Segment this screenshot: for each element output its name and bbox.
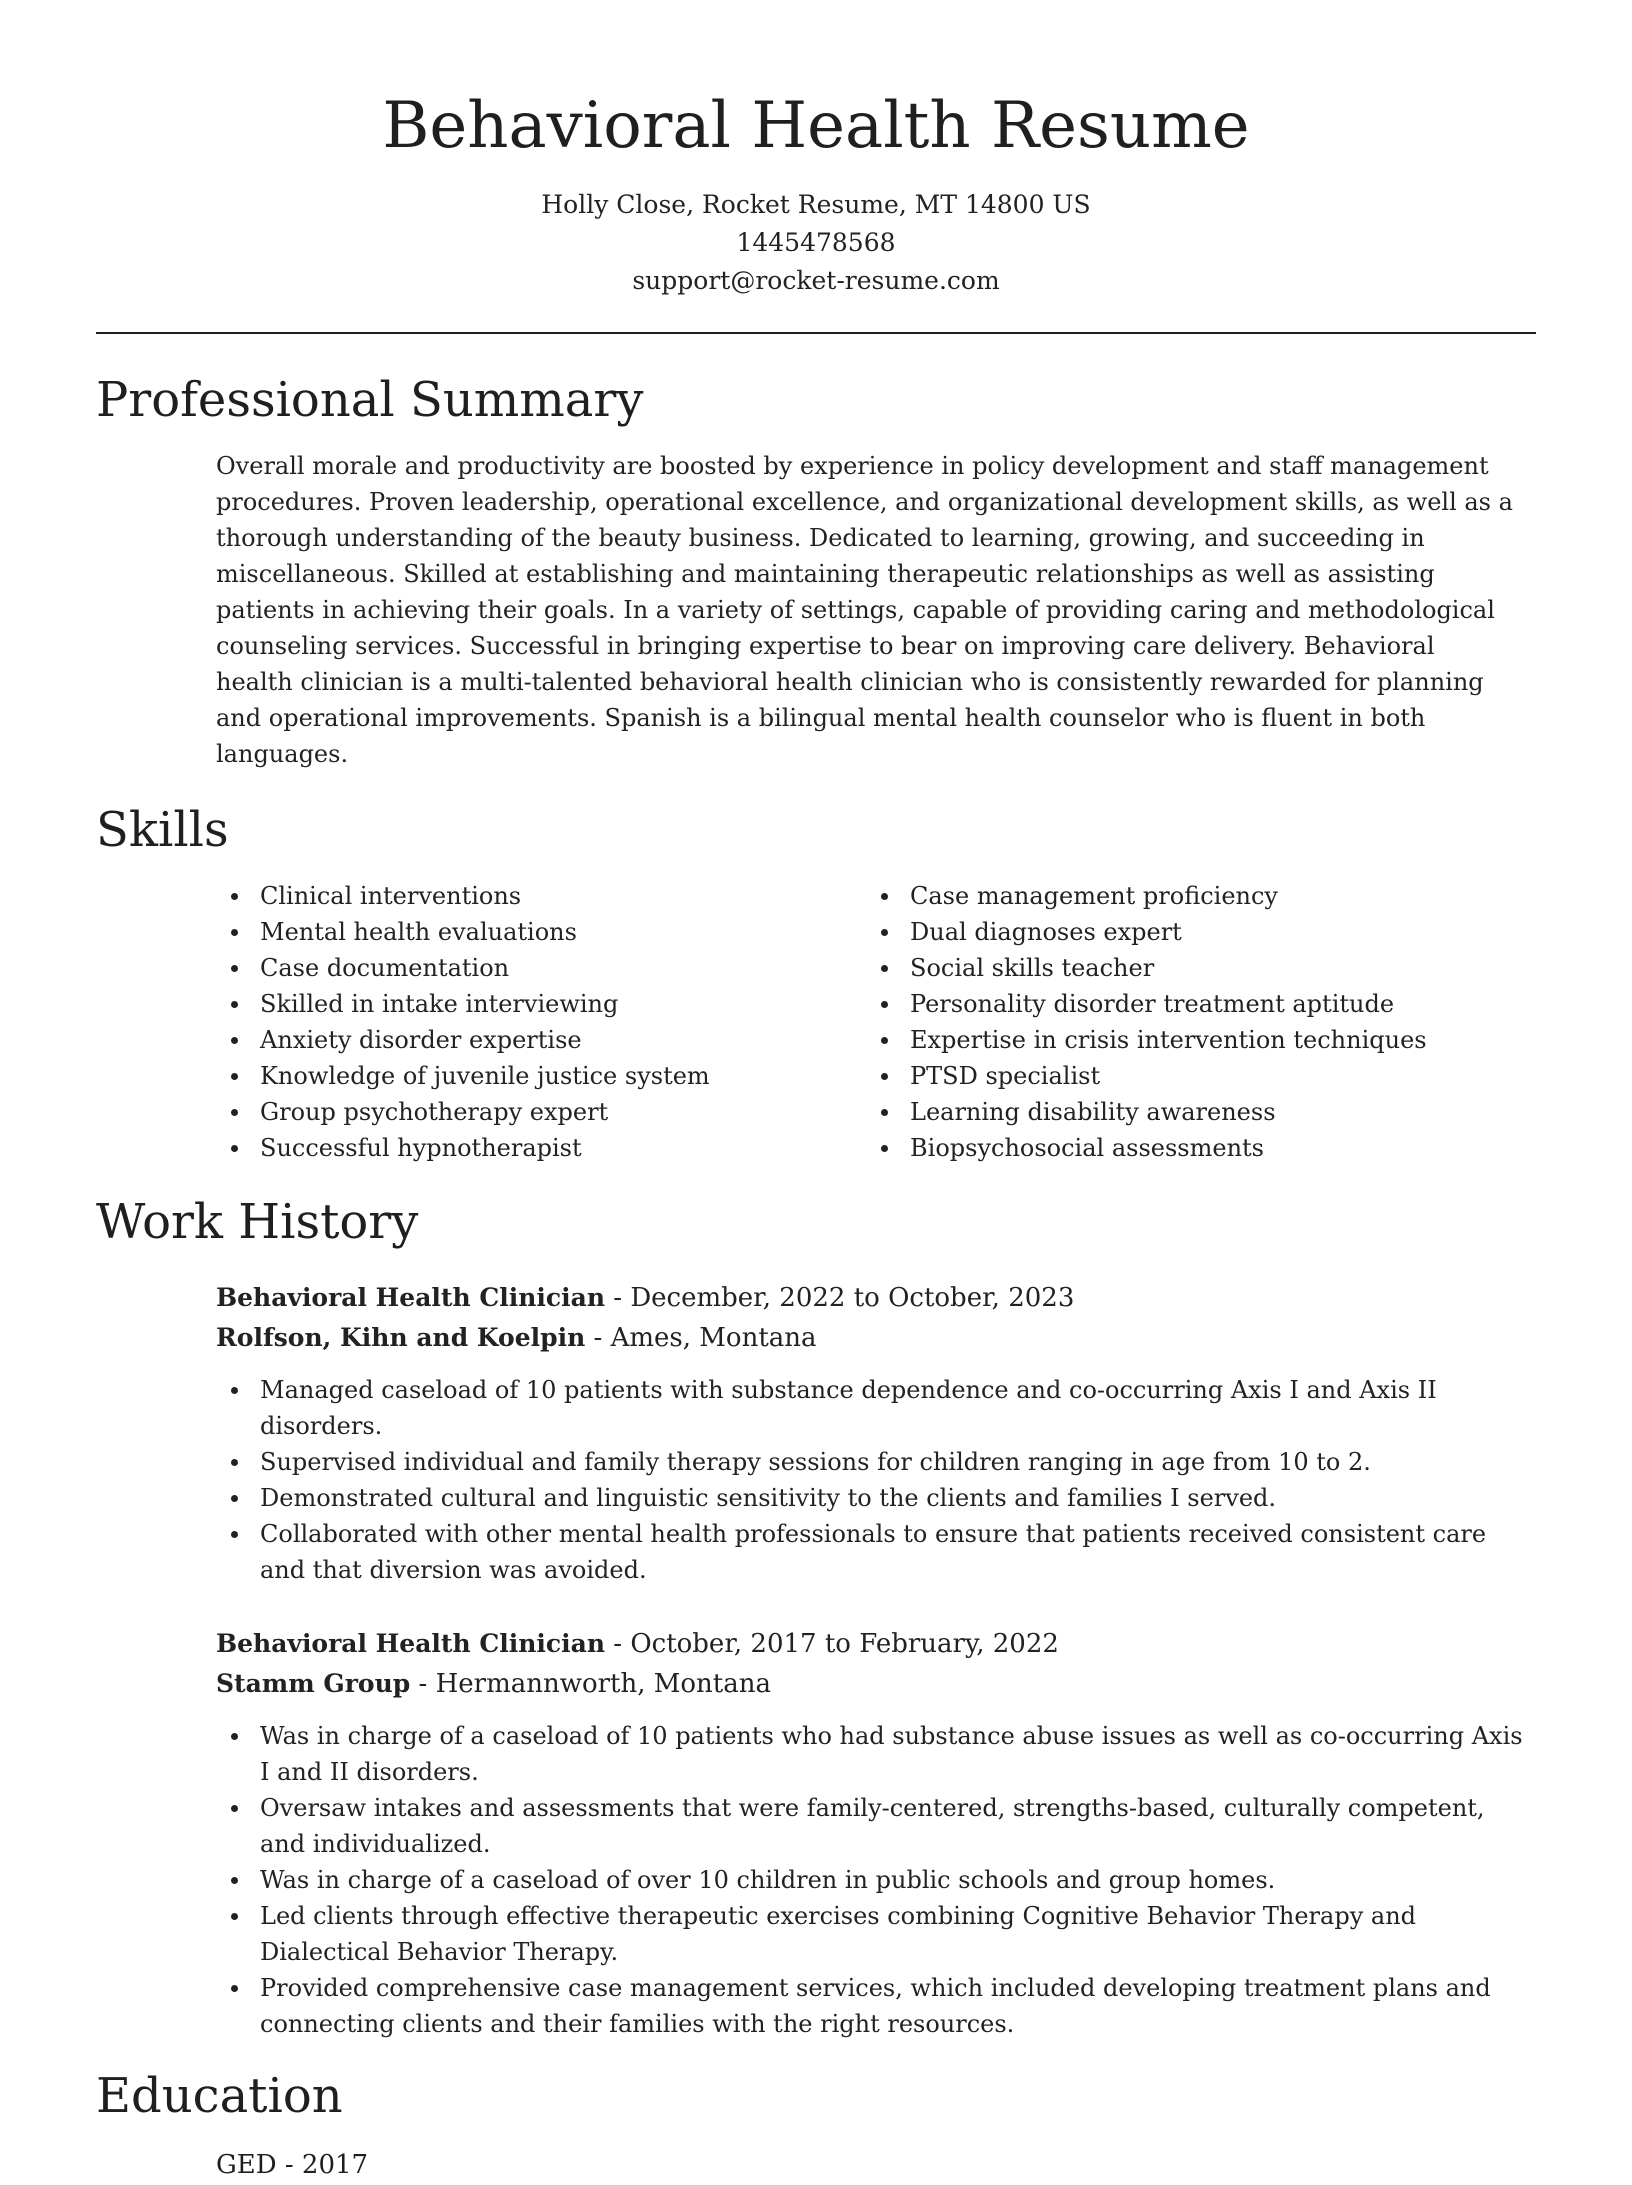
skill-item: Case management proficiency — [866, 878, 1516, 914]
skill-item: Learning disability awareness — [866, 1094, 1516, 1130]
skill-item: Clinical interventions — [216, 878, 866, 914]
skill-item: Case documentation — [216, 950, 866, 986]
skill-item: PTSD specialist — [866, 1058, 1516, 1094]
work-history-heading: Work History — [96, 1194, 419, 1250]
job-company: Stamm Group — [216, 1669, 411, 1698]
skills-section — [96, 800, 1536, 1166]
skill-item: Successful hypnotherapist — [216, 1130, 866, 1166]
job-entry — [216, 1624, 1526, 2042]
skill-item: Social skills teacher — [866, 950, 1516, 986]
job-company: Rolfson, Kihn and Koelpin — [216, 1323, 586, 1352]
job-entry — [216, 1278, 1526, 1588]
duty-item: Supervised individual and family therapy sessions for children ranging in age from 10 to 2. — [216, 1444, 1526, 1480]
job-company-line — [216, 1318, 1526, 1358]
skill-item: Group psychotherapy expert — [216, 1094, 866, 1130]
duty-item: Was in charge of a caseload of 10 patients who had substance abuse issues as well as co-occurring Axis I and II disorders. — [216, 1718, 1526, 1790]
education-section — [96, 2066, 1536, 2185]
resume-page — [96, 0, 1536, 2185]
job-location: - Hermannworth, Montana — [410, 1669, 771, 1699]
job-dates: - October, 2017 to February, 2022 — [605, 1629, 1059, 1659]
contact-address: Holly Close, Rocket Resume, MT 14800 US — [541, 190, 1091, 219]
job-dates: - December, 2022 to October, 2023 — [605, 1283, 1075, 1313]
skills-column-right — [866, 878, 1516, 1166]
skill-item: Mental health evaluations — [216, 914, 866, 950]
summary-heading: Professional Summary — [96, 372, 644, 428]
education-year: - 2017 — [276, 2150, 369, 2180]
duty-item: Was in charge of a caseload of over 10 children in public schools and group homes. — [216, 1862, 1526, 1898]
duty-item: Oversaw intakes and assessments that were family-centered, strengths-based, culturally competent, and individualized. — [216, 1790, 1526, 1862]
education-heading: Education — [96, 2068, 343, 2124]
duty-item: Collaborated with other mental health professionals to ensure that patients received consistent care and that diversion was avoided. — [216, 1516, 1526, 1588]
job-location: - Ames, Montana — [585, 1323, 817, 1353]
work-history-section — [96, 1192, 1536, 2042]
contact-block — [96, 186, 1536, 300]
contact-phone: 1445478568 — [736, 228, 896, 257]
skill-item: Biopsychosocial assessments — [866, 1130, 1516, 1166]
header-divider — [96, 332, 1536, 334]
skill-item: Anxiety disorder expertise — [216, 1022, 866, 1058]
skills-list — [216, 878, 1536, 1166]
job-duties — [216, 1372, 1526, 1588]
skill-item: Personality disorder treatment aptitude — [866, 986, 1516, 1022]
duty-item: Led clients through effective therapeutic exercises combining Cognitive Behavior Therapy and Dialectical Behavior Therapy. — [216, 1898, 1526, 1970]
summary-text: Overall morale and productivity are boosted by experience in policy development and staff management procedures. Proven leadership, operational excellence, and organizational development skills, as well as a thorough understanding of the beauty business. Dedicated to learning, growing, and succeeding in miscellaneous. Skilled at establishing and maintaining therapeutic relationships as well as assisting patients in achieving their goals. In a variety of settings, capable of providing caring and methodological counseling services. Successful in bringing expertise to bear on improving care delivery. Behavioral health clinician is a multi-talented behavioral health clinician who is consistently rewarded for planning and operational improvements. Spanish is a bilingual mental health counselor who is fluent in both languages. — [216, 452, 1513, 768]
skill-item: Knowledge of juvenile justice system — [216, 1058, 866, 1094]
job-title-line — [216, 1624, 1526, 1664]
job-duties — [216, 1718, 1526, 2042]
skill-item: Expertise in crisis intervention techniques — [866, 1022, 1516, 1058]
contact-email: support@rocket-resume.com — [632, 266, 1000, 295]
resume-title: Behavioral Health Resume — [382, 89, 1250, 163]
education-entry — [216, 2146, 1536, 2185]
job-company-line — [216, 1664, 1526, 1704]
job-title: Behavioral Health Clinician — [216, 1283, 605, 1312]
skills-heading: Skills — [96, 802, 229, 858]
skills-column-left — [216, 878, 866, 1166]
skill-item: Dual diagnoses expert — [866, 914, 1516, 950]
duty-item: Managed caseload of 10 patients with substance dependence and co-occurring Axis I and Axis II disorders. — [216, 1372, 1526, 1444]
summary-section — [96, 370, 1536, 772]
job-title-line — [216, 1278, 1526, 1318]
duty-item: Provided comprehensive case management services, which included developing treatment plans and connecting clients and their families with the right resources. — [216, 1970, 1526, 2042]
job-title: Behavioral Health Clinician — [216, 1629, 605, 1658]
skill-item: Skilled in intake interviewing — [216, 986, 866, 1022]
education-degree: GED — [216, 2150, 277, 2180]
duty-item: Demonstrated cultural and linguistic sensitivity to the clients and families I served. — [216, 1480, 1526, 1516]
